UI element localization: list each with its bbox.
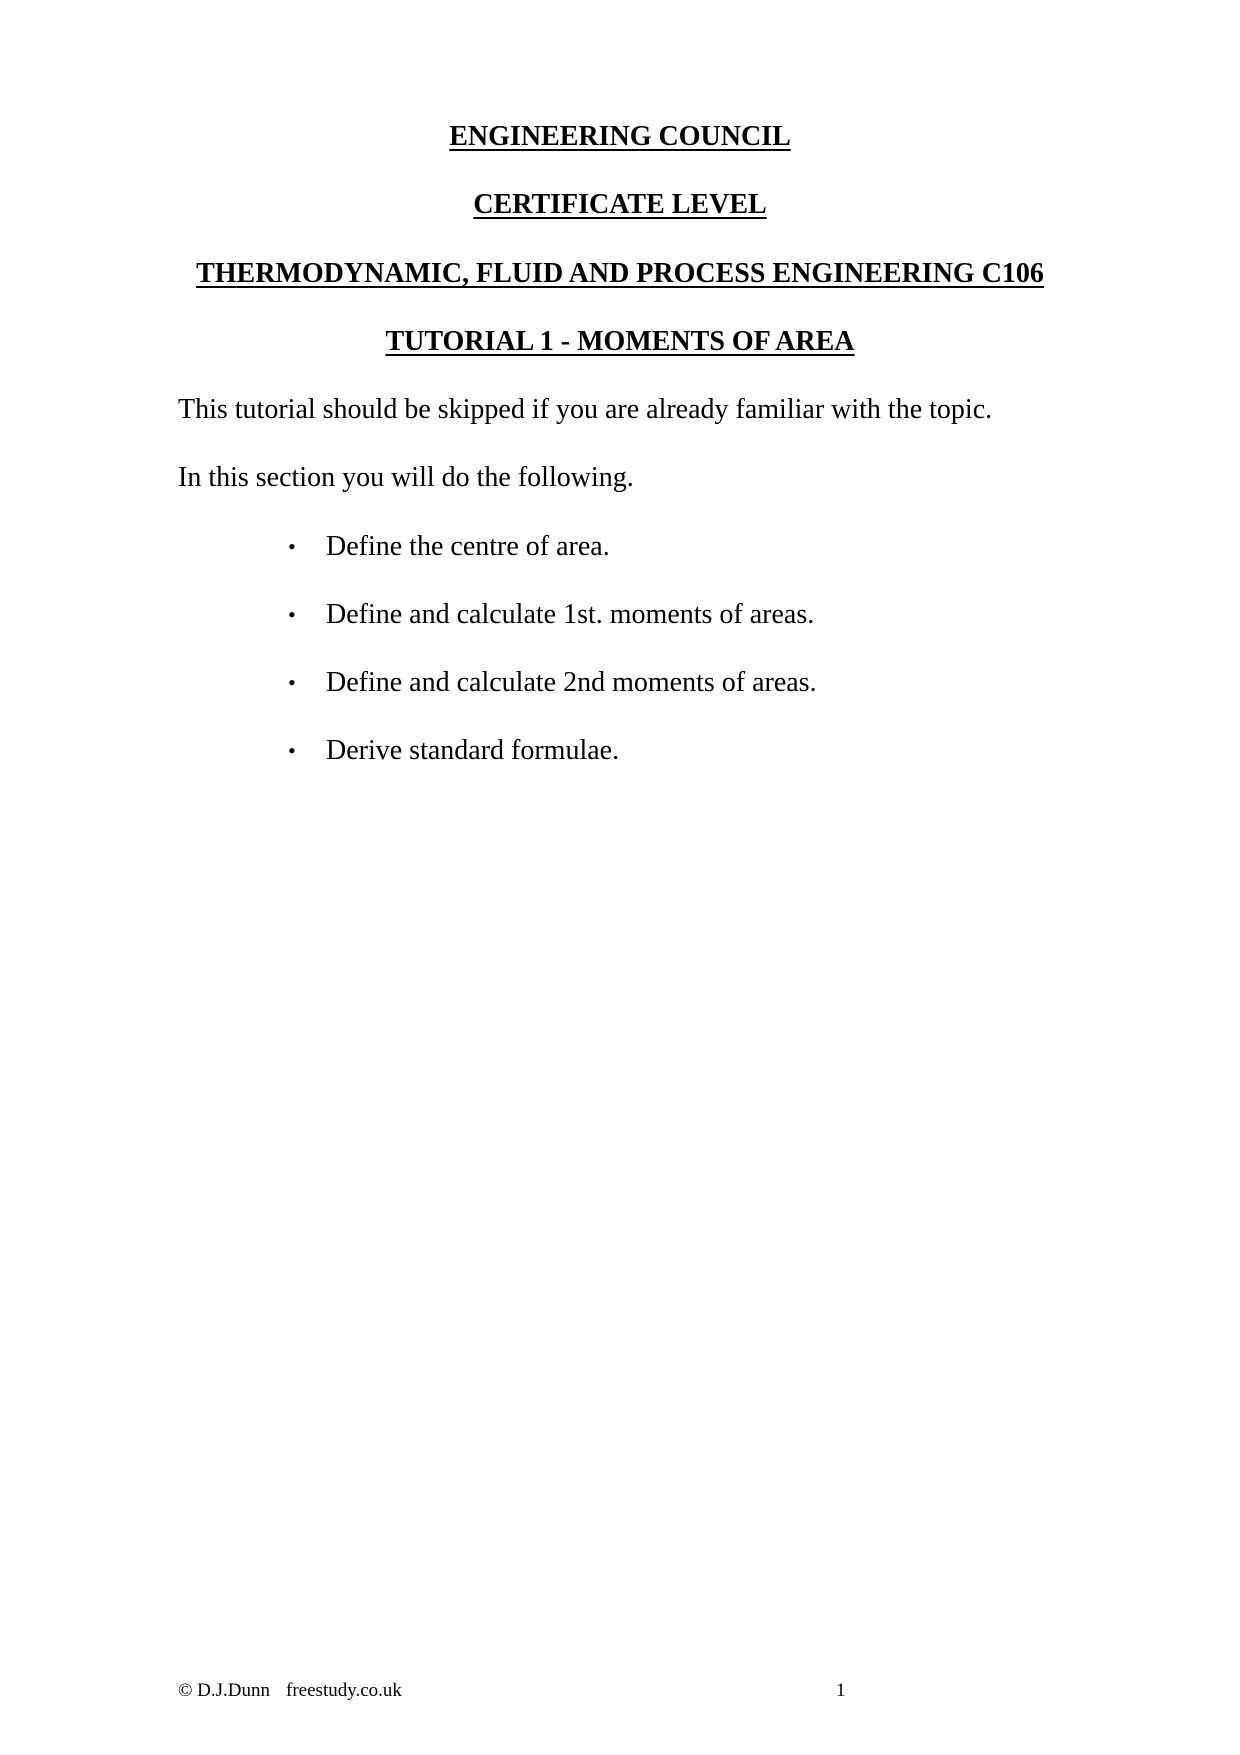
heading-course-title: THERMODYNAMIC, FLUID AND PROCESS ENGINEERING C106 [196, 258, 1044, 289]
section-paragraph: In this section you will do the following. [178, 462, 634, 493]
intro-paragraph: This tutorial should be skipped if you are already familiar with the topic. [178, 394, 993, 425]
list-item-text: Derive standard formulae. [326, 735, 620, 766]
footer-credit [178, 1679, 402, 1703]
footer-site: freestudy.co.uk [286, 1680, 402, 1701]
bullet-icon: • [288, 602, 296, 627]
list-item-text: Define the centre of area. [326, 531, 610, 562]
list-item-text: Define and calculate 1st. moments of areas. [326, 599, 815, 630]
list-item-text: Define and calculate 2nd moments of areas. [326, 667, 817, 698]
page-number: 1 [836, 1680, 846, 1701]
bullet-icon: • [288, 670, 296, 695]
heading-engineering-council: ENGINEERING COUNCIL [449, 121, 791, 152]
heading-certificate-level: CERTIFICATE LEVEL [473, 189, 767, 220]
footer-author: © D.J.Dunn [178, 1680, 271, 1701]
bullet-icon: • [288, 534, 296, 559]
bullet-icon: • [288, 738, 296, 763]
heading-tutorial-title: TUTORIAL 1 - MOMENTS OF AREA [385, 326, 855, 357]
